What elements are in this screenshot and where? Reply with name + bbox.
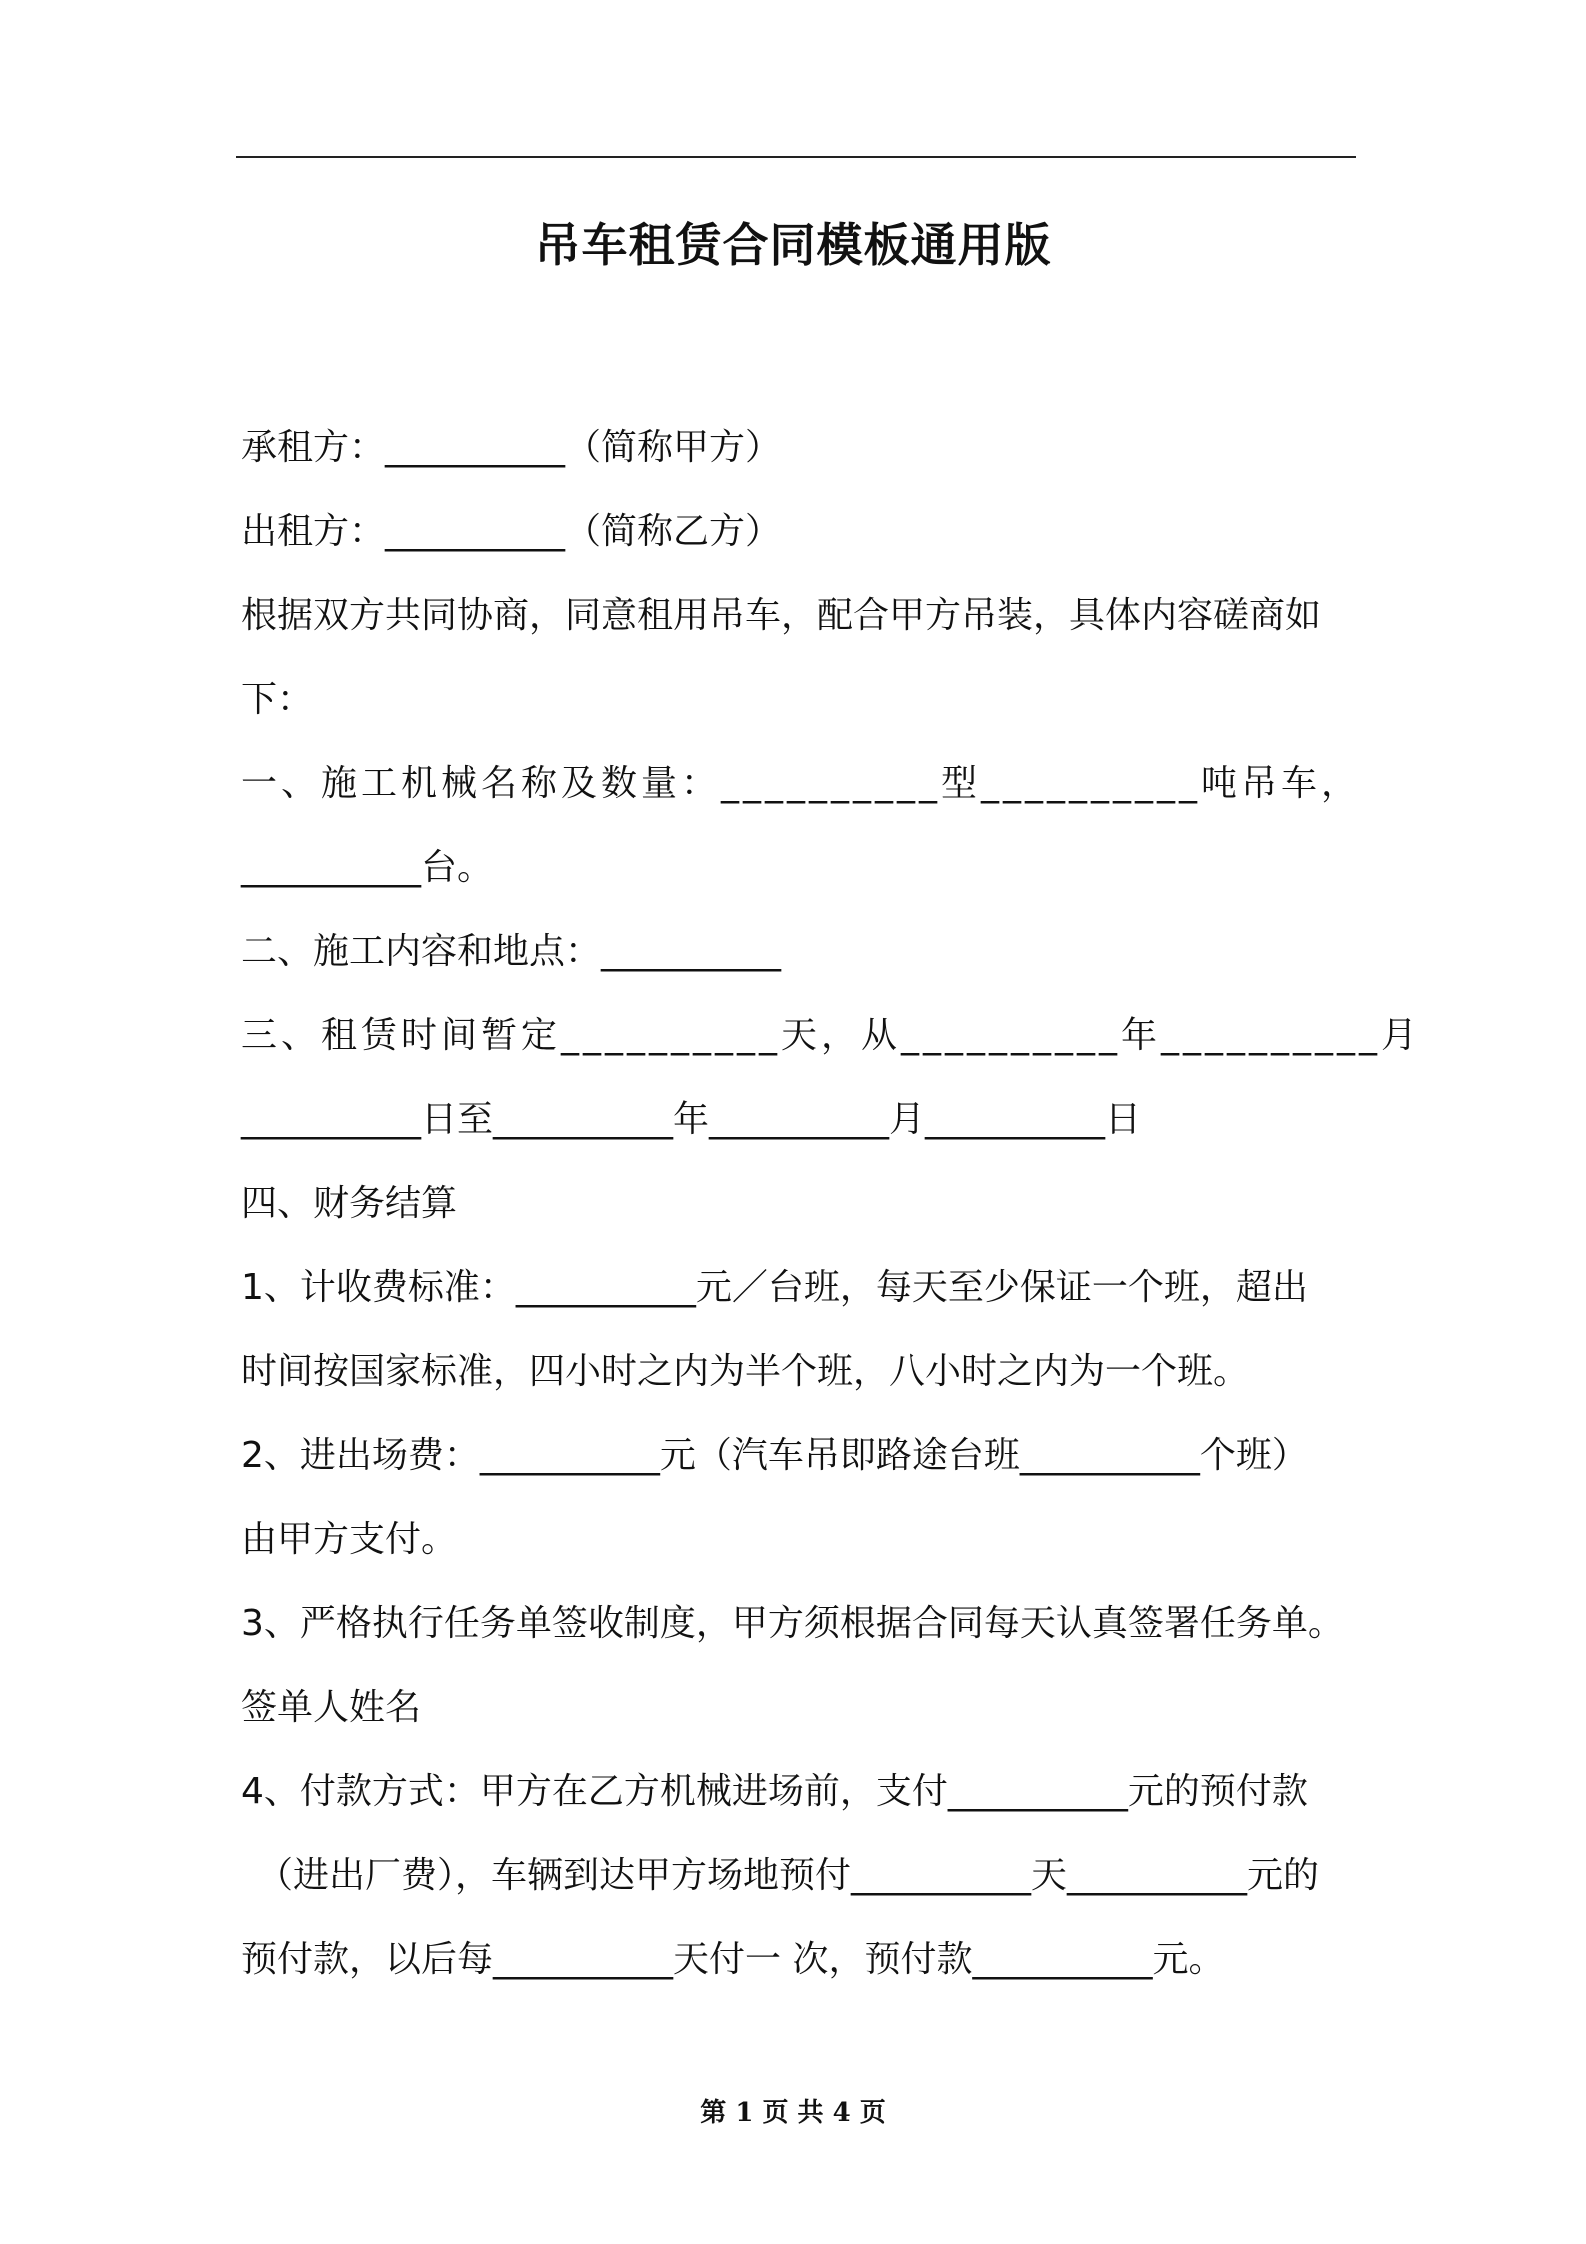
intro-line-cont: 下： <box>241 679 314 720</box>
lessor-line: 出租方：__________（简称乙方） <box>241 511 782 552</box>
clause-3-line-cont: __________日至__________年__________月__________日 <box>241 1099 1141 1140</box>
header-rule <box>236 156 1356 158</box>
lessee-line: 承租方：__________（简称甲方） <box>241 427 782 468</box>
item-1-line-cont: 时间按国家标准，四小时之内为半个班，八小时之内为一个班。 <box>241 1351 1250 1392</box>
clause-1-line: 一、施工机械名称及数量：__________型__________吨吊车， <box>241 763 1362 804</box>
clause-1-line-cont: __________台。 <box>241 847 494 888</box>
clause-4-heading: 四、财务结算 <box>241 1183 458 1224</box>
document-title: 吊车租赁合同模板通用版 <box>534 218 1052 272</box>
page-footer: 第 1 页 共 4 页 <box>700 2098 886 2128</box>
item-3-line: 3、严格执行任务单签收制度，甲方须根据合同每天认真签署任务单。 <box>241 1603 1344 1644</box>
item-4-line: 4、付款方式：甲方在乙方机械进场前，支付__________元的预付款 <box>241 1771 1308 1812</box>
item-2-line: 2、进出场费：__________元（汽车吊即路途台班__________个班） <box>241 1435 1308 1476</box>
item-3-line-cont: 签单人姓名 <box>241 1687 422 1728</box>
clause-3-line: 三、租赁时间暂定__________天，从__________年__________月 <box>241 1015 1422 1056</box>
item-2-line-cont: 由甲方支付。 <box>241 1519 458 1560</box>
item-1-line: 1、计收费标准：__________元／台班，每天至少保证一个班，超出 <box>241 1267 1308 1308</box>
clause-2-line: 二、施工内容和地点：__________ <box>241 931 782 972</box>
item-4-line-cont-2: 预付款，以后每__________天付一 次，预付款__________元。 <box>241 1939 1225 1980</box>
item-4-line-cont: （进出厂费），车辆到达甲方场地预付__________天__________元的 <box>257 1855 1320 1896</box>
contract-body <box>241 406 1422 2002</box>
intro-line: 根据双方共同协商，同意租用吊车，配合甲方吊装，具体内容磋商如 <box>241 595 1322 636</box>
